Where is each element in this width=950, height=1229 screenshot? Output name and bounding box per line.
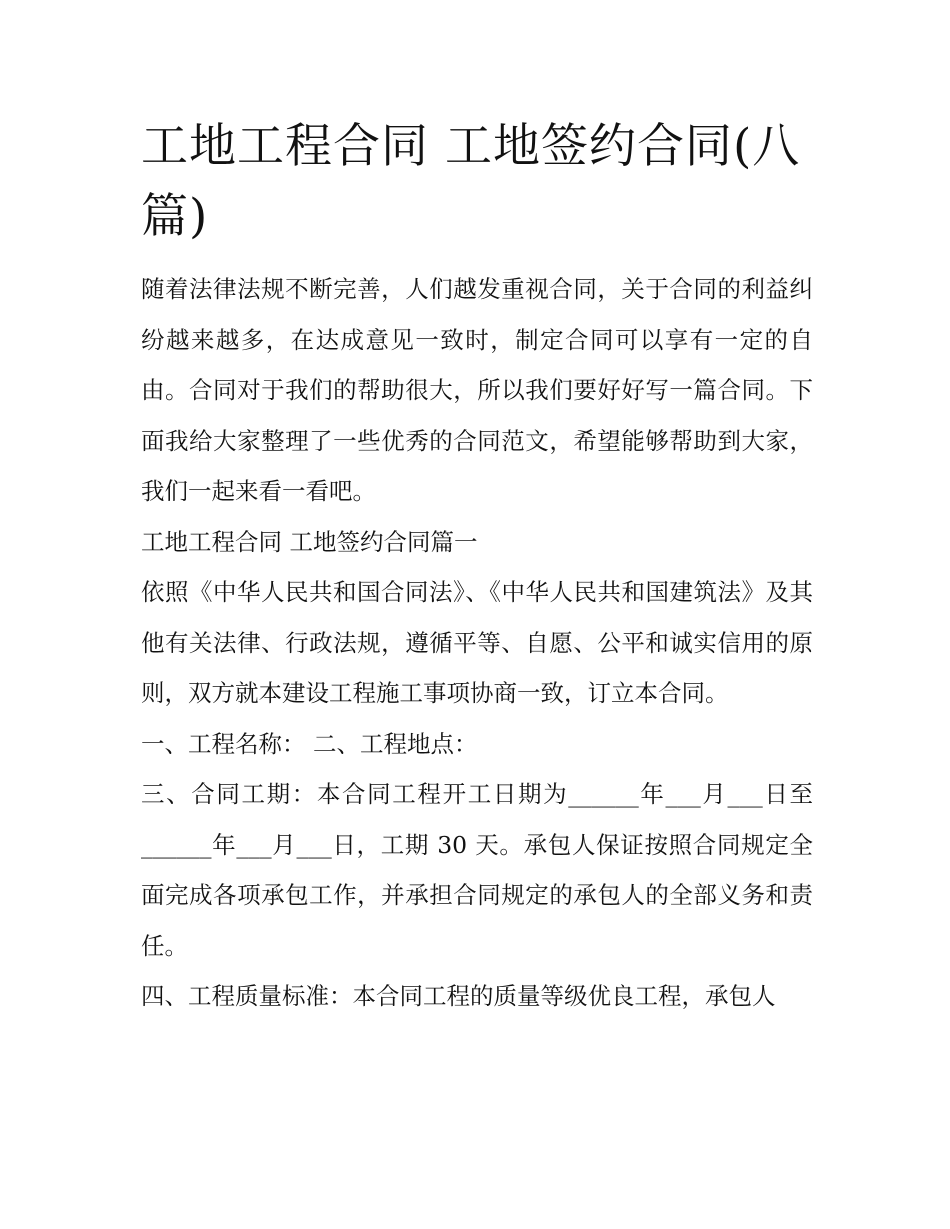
section-heading: 工地工程合同 工地签约合同篇一 [141,527,478,556]
clause-contract-period: 三、合同工期：本合同工程开工日期为______年___月___日至______年___月___日，工期 30 天。承包人保证按照合同规定全面完成各项承包工作，并承担合同规定的承包人的全部义务和责任。 [141,780,813,960]
preamble-paragraph: 依照《中华人民共和国合同法》、《中华人民共和国建筑法》及其他有关法律、行政法规，遵循平等、自愿、公平和诚实信用的原则，双方就本建设工程施工事项协商一致，订立本合同。 [141,578,813,707]
clause-project-name-location: 一、工程名称： 二、工程地点： [141,729,478,758]
document-title: 工地工程合同 工地签约合同(八篇) [141,119,801,244]
document-body [141,112,813,1022]
intro-paragraph: 随着法律法规不断完善，人们越发重视合同，关于合同的利益纠纷越来越多，在达成意见一致时，制定合同可以享有一定的自由。合同对于我们的帮助很大，所以我们要好好写一篇合同。下面我给大家整理了一些优秀的合同范文，希望能够帮助到大家，我们一起来看一看吧。 [141,275,813,505]
clause-quality-standard: 四、工程质量标准：本合同工程的质量等级优良工程，承包人 [141,982,776,1010]
